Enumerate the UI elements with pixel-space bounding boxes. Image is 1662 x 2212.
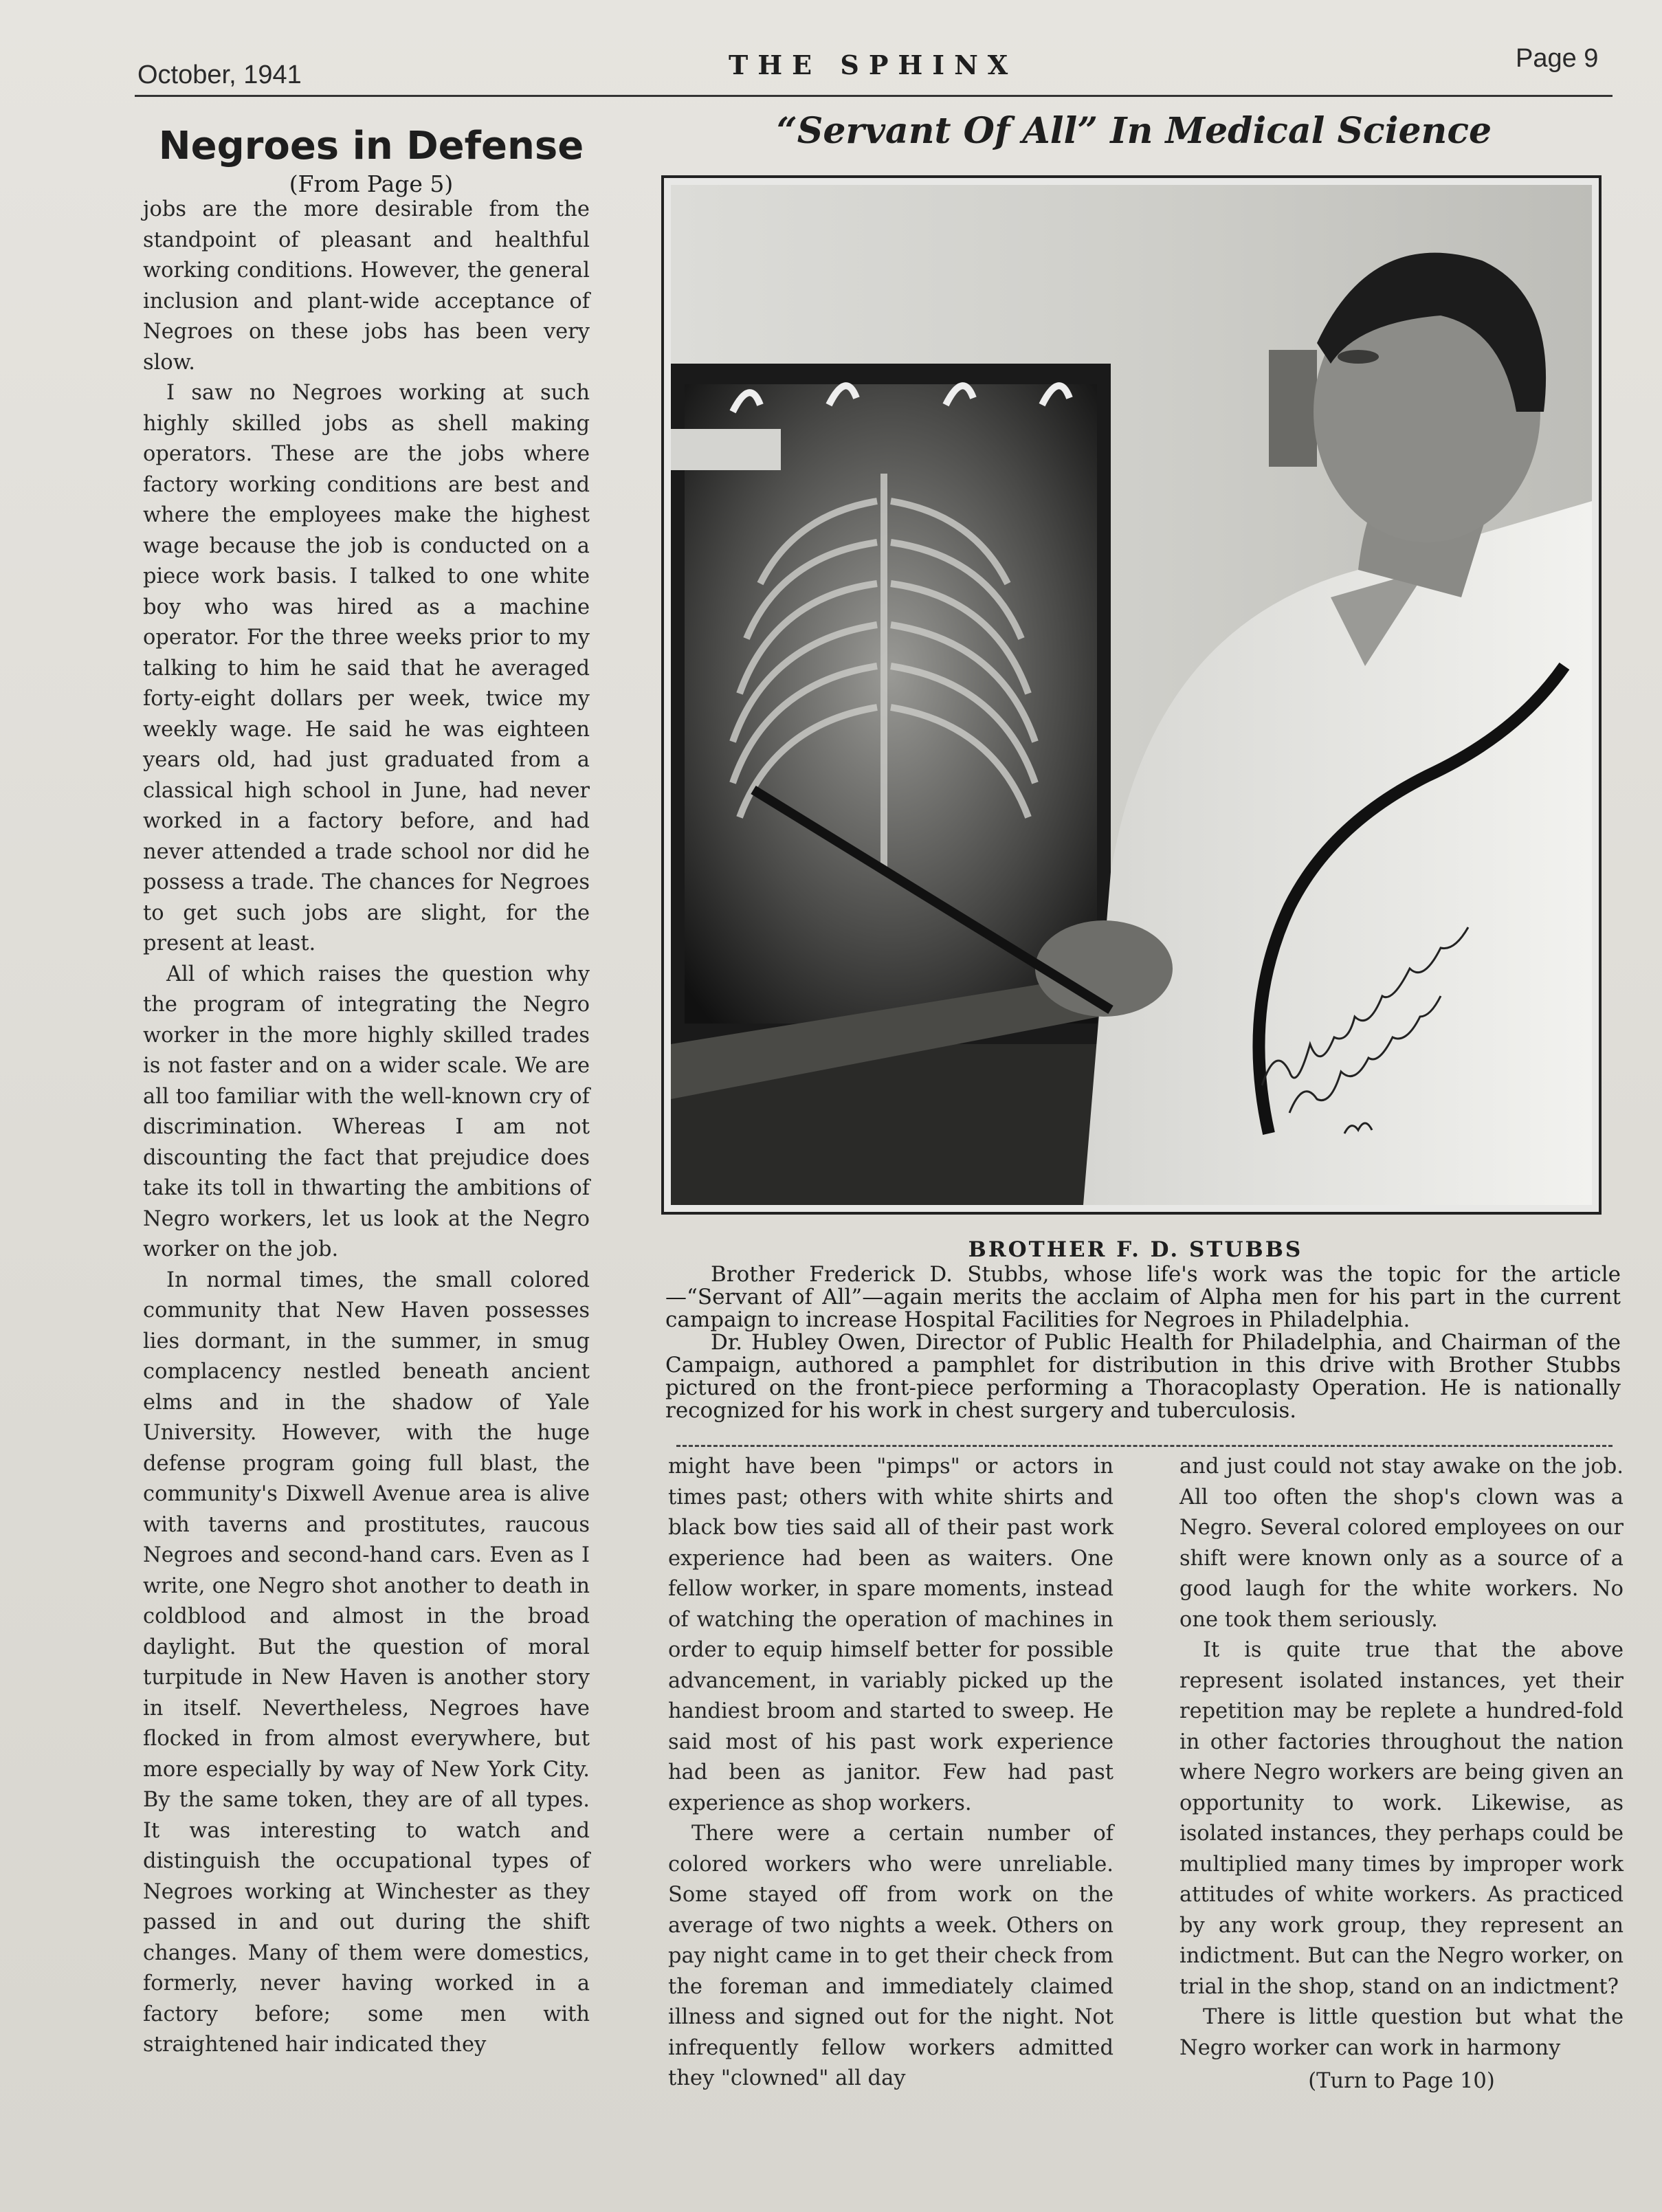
paragraph: jobs are the more desirable from the standpoint of pleasant and healthful working conditions. However, the general inclusion and plant-wide acceptance of Negroes on these jobs has been very slow. xyxy=(143,197,590,375)
paragraph: might have been "pimps" or actors in times past; others with white shirts and black bow ties said all of their past work experience had been as waiters. One fellow worker, in spare moments, instead of watching the operation of machines in order to equip himself better for possible advancement, in variably picked up the handiest broom and started to sweep. He said most of his past work experience had been as janitor. Few had past experience as shop workers. xyxy=(668,1455,1113,1815)
paragraph: There is little question but what the Negro worker can work in harmony xyxy=(1179,2005,1624,2060)
feature-title: “Servant Of All” In Medical Science xyxy=(776,110,1492,152)
caption-divider xyxy=(676,1445,1613,1447)
paragraph: It is quite true that the above represent isolated instances, yet their repetition may be replete a hundred-fold in other factories throughout the nation where Negro workers are being given an opportunity to work. Likewise, as isolated instances, they perhaps could be multiplied many times by improper work attitudes of white workers. As practiced by any work group, they represent an indictment. But can the Negro worker, on trial in the shop, stand on an indictment? xyxy=(1179,1638,1624,1999)
caption-paragraph: Dr. Hubley Owen, Director of Public Health for Philadelphia, and Chairman of the Campaign, authored a pamphlet for distribution in this drive with Brother Stubbs pictured on the front-piece performing a Thoracoplasty Operation. He is nationally recognized for his work in chest surgery and tuberculosis. xyxy=(665,1330,1621,1423)
continuation-note: (From Page 5) xyxy=(289,170,454,197)
xray-label xyxy=(671,429,781,470)
photo-caption-title: BROTHER F. D. STUBBS xyxy=(968,1237,1303,1262)
paragraph: There were a certain number of colored workers who were unreliable. Some stayed off from work on the average of two nights a week. Others on pay night came in to get their check from the foreman and immediately claimed illness and signed out for the night. Not infrequently fellow workers admitted they "clowned" all day xyxy=(668,1822,1113,2090)
publication-title: THE SPHINX xyxy=(729,49,1018,80)
paragraph: All of which raises the question why the program of integrating the Negro worker in the more highly skilled trades is not faster and on a wider scale. We are all too familiar with the well-known cry of discrimination. Whereas I am not discounting the fact that prejudice does take its toll in thwarting the ambitions of Negro workers, let us look at the Negro worker on the job. xyxy=(143,962,590,1261)
paragraph: and just could not stay awake on the job. All too often the shop's clown was a Negro. Several colored employees on our shift were known only as a source of a good laugh for the white workers. No one took them seriously. xyxy=(1179,1455,1624,1632)
paragraph: In normal times, the small colored community that New Haven possesses lies dormant, in the summer, in smug complacency nestled beneath ancient elms and in the shadow of Yale University. However, with the huge defense program going full blast, the community's Dixwell Avenue area is alive with taverns and prostitutes, raucous Negroes and second-hand cars. Even as I write, one Negro shot another to death in coldblood and almost in the broad daylight. But the question of moral turpitude in New Haven is another story in itself. Nevertheless, Negroes have flocked in from almost everywhere, but more especially by way of New York City. By the same token, they are of all types. It was interesting to watch and distinguish the occupational types of Negroes working at Winchester as they passed in and out during the shift changes. Many of them were domestics, formerly, never having worked in a factory before; some men with straightened hair indicated they xyxy=(143,1268,590,2057)
doctor-xray-photo xyxy=(671,185,1592,1205)
issue-date: October, 1941 xyxy=(137,60,302,89)
photo-caption xyxy=(665,1263,1621,1422)
middle-column xyxy=(668,1452,1113,2094)
photo-frame xyxy=(661,175,1602,1215)
caption-paragraph: Brother Frederick D. Stubbs, whose life's work was the topic for the article—“Servant of All”—again merits the acclaim of Alpha men for his part in the current campaign to increase Hospital Facilities for Negroes in Philadelphia. xyxy=(665,1262,1621,1332)
paragraph: I saw no Negroes working at such highly skilled jobs as shell making operators. These are the jobs where factory working conditions are best and where the employees make the highest wage because the job is conducted on a piece work basis. I talked to one white boy who was hired as a machine operator. For the three weeks prior to my talking to him he said that he averaged forty-eight dollars per week, twice my weekly wage. He said he was eighteen years old, had just graduated from a classical high school in June, had never worked in a factory before, and had never attended a trade school nor did he possess a trade. The chances for Negroes to get such jobs are slight, for the present at least. xyxy=(143,381,590,955)
article-title: Negroes in Defense xyxy=(158,124,584,168)
header-rule xyxy=(135,95,1613,97)
left-column xyxy=(143,195,590,2061)
turn-to-page-link[interactable]: (Turn to Page 10) xyxy=(1308,2069,1495,2093)
right-column xyxy=(1179,1452,1624,2097)
page-number: Page 9 xyxy=(1516,44,1599,73)
